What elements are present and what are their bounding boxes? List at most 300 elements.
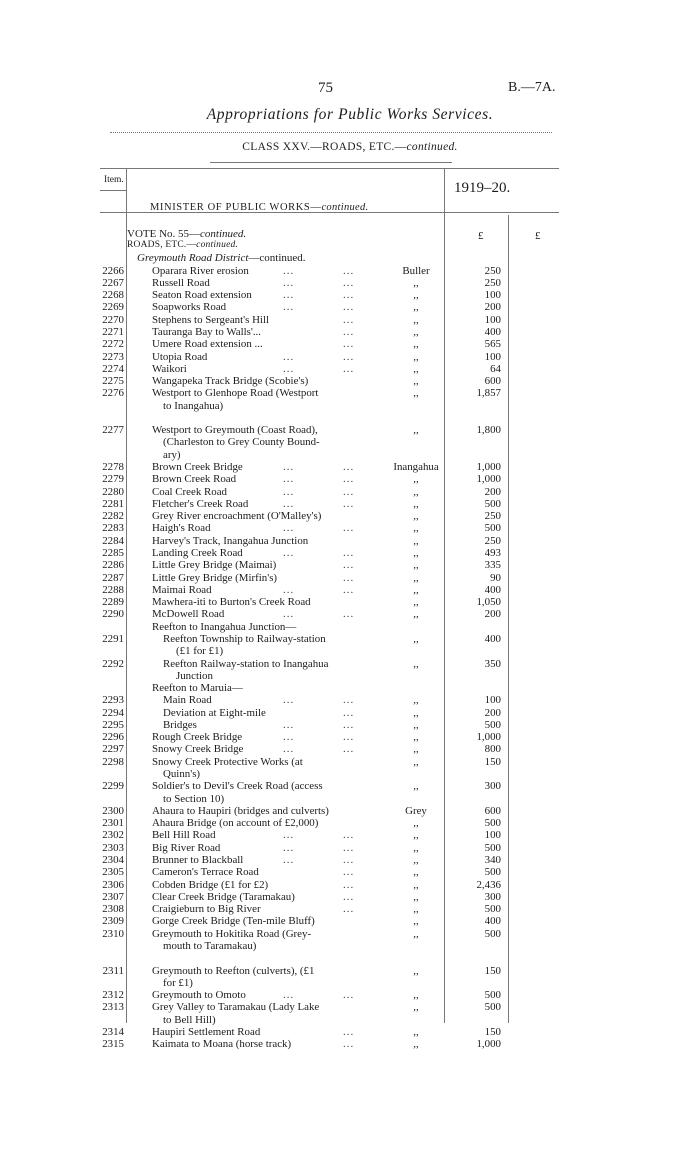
leader-dots: ...: [343, 878, 355, 891]
item-number: 2273: [102, 350, 124, 363]
leader-dots: ...: [283, 743, 295, 756]
amount-value: 500: [484, 989, 501, 1001]
amount-value: 64: [490, 362, 501, 375]
item-description: Tauranga Bay to Walls'...: [152, 325, 262, 338]
leader-dots: ...: [343, 546, 355, 559]
item-number: 2299: [102, 780, 124, 793]
item-description: McDowell Road: [152, 608, 225, 621]
item-number: 2279: [102, 473, 124, 486]
table-row: [0, 854, 700, 866]
item-description: Fletcher's Creek Road: [152, 497, 249, 510]
amount-value: 500: [484, 841, 501, 854]
leader-dots: ...: [343, 853, 355, 866]
item-description: Greymouth to Hokitika Road (Grey-: [152, 927, 312, 940]
leader-dots: ...: [283, 841, 295, 854]
leader-dots: ...: [283, 276, 295, 289]
leader-dots: ...: [343, 497, 355, 510]
leader-dots: ...: [343, 264, 355, 277]
table-row: [0, 400, 700, 412]
item-description: Reefton Township to Railway-station: [163, 632, 326, 645]
electoral-district: ,,: [413, 473, 419, 486]
item-description: Snowy Creek Bridge: [152, 743, 244, 756]
item-number: 2304: [102, 853, 124, 866]
table-row: [0, 486, 700, 498]
amount-value: 400: [484, 915, 501, 928]
amount-value: 200: [484, 485, 501, 498]
district-name: Greymouth Road District: [137, 252, 249, 264]
amount-value: 200: [484, 608, 501, 621]
leader-dots: ...: [283, 694, 295, 707]
amount-value: 500: [484, 927, 501, 940]
electoral-district: ,,: [413, 903, 419, 916]
currency-header-1: £: [478, 230, 484, 242]
table-row: [0, 633, 700, 645]
page-number: 75: [318, 80, 333, 96]
item-description: Big River Road: [152, 841, 221, 854]
item-description: Haupiri Settlement Road: [152, 1025, 261, 1038]
amount-value: 600: [484, 804, 501, 817]
table-row: [0, 265, 700, 277]
item-description: Coal Creek Road: [152, 485, 228, 498]
amount-value: 400: [484, 632, 501, 645]
item-description: Cameron's Terrace Road: [152, 866, 259, 879]
amount-value: 1,857: [476, 387, 501, 400]
item-number: 2307: [102, 890, 124, 903]
item-number: 2311: [102, 964, 124, 977]
item-description: Harvey's Track, Inangahua Junction: [152, 534, 309, 547]
electoral-district: ,,: [413, 497, 419, 510]
item-description: to Section 10): [163, 792, 225, 805]
amount-value: 300: [484, 780, 501, 793]
item-number: 2293: [102, 694, 124, 707]
item-number: 2302: [102, 829, 124, 842]
item-description: Waikori: [152, 362, 187, 375]
item-description: Junction: [176, 669, 213, 682]
leader-dots: ...: [343, 338, 355, 351]
vote-text: VOTE No. 55—: [127, 228, 201, 240]
electoral-district: ,,: [413, 522, 419, 535]
amount-value: 150: [484, 964, 501, 977]
vote-continued: continued.: [200, 228, 247, 240]
amount-value: 300: [484, 890, 501, 903]
item-number: 2298: [102, 755, 124, 768]
item-description: Clear Creek Bridge (Taramakau): [152, 890, 295, 903]
item-number: 2277: [102, 424, 124, 437]
leader-dots: ...: [343, 1038, 355, 1051]
table-top-rule: [100, 168, 559, 169]
table-row: [0, 645, 700, 657]
item-description: Wangapeka Track Bridge (Scobie's): [152, 375, 309, 387]
amount-value: 1,800: [476, 424, 501, 437]
roads-continued: continued.: [196, 240, 239, 250]
table-row: [0, 375, 700, 387]
table-row: [0, 547, 700, 559]
amount-value: 250: [484, 264, 501, 277]
table-row: [0, 572, 700, 584]
electoral-district: ,,: [413, 878, 419, 891]
item-description: Little Grey Bridge (Maimai): [152, 559, 277, 572]
table-row: [0, 1001, 700, 1013]
amount-value: 400: [484, 325, 501, 338]
subtitle-continued: continued.: [406, 141, 458, 153]
electoral-district: ,,: [413, 632, 419, 645]
amount-value: 1,000: [476, 461, 501, 473]
document-code: B.—7A.: [508, 80, 556, 95]
table-row: [0, 608, 700, 620]
item-description: Craigieburn to Big River: [152, 903, 261, 916]
electoral-district: ,,: [413, 289, 419, 302]
table-row: [0, 338, 700, 350]
leader-dots: ...: [343, 841, 355, 854]
table-row: [0, 903, 700, 915]
table-row: [0, 793, 700, 805]
amount-value: 100: [484, 313, 501, 326]
table-row: [0, 879, 700, 891]
electoral-district: ,,: [413, 964, 419, 977]
table-row: [0, 326, 700, 338]
electoral-district: ,,: [413, 338, 419, 351]
amount-value: 400: [484, 583, 501, 596]
leader-dots: ...: [343, 350, 355, 363]
item-description: Little Grey Bridge (Mirfin's): [152, 571, 278, 584]
leader-dots: ...: [343, 608, 355, 621]
leader-dots: ...: [343, 276, 355, 289]
electoral-district: ,,: [413, 694, 419, 707]
item-number: 2285: [102, 546, 124, 559]
leader-dots: ...: [343, 485, 355, 498]
table-row: [0, 891, 700, 903]
electoral-district: ,,: [413, 276, 419, 289]
roads-heading: [127, 240, 238, 250]
leader-dots: ...: [343, 461, 355, 473]
amount-value: 100: [484, 350, 501, 363]
item-description: Bridges: [163, 718, 197, 731]
table-row: [0, 756, 700, 768]
year-header: 1919–20.: [454, 180, 511, 196]
table-row: [0, 682, 700, 694]
amount-value: 150: [484, 755, 501, 768]
electoral-district: ,,: [413, 313, 419, 326]
amount-value: 500: [484, 497, 501, 510]
electoral-district: ,,: [413, 510, 419, 523]
item-description: Mawhera-iti to Burton's Creek Road: [152, 596, 311, 609]
table-row: [0, 277, 700, 289]
electoral-district: ,,: [413, 755, 419, 768]
table-row: [0, 866, 700, 878]
leader-dots: ...: [283, 731, 295, 744]
table-row: [0, 977, 700, 989]
item-number: 2292: [102, 657, 124, 670]
table-row: [0, 670, 700, 682]
item-description: (£1 for £1): [176, 645, 224, 658]
item-description: Brown Creek Road: [152, 473, 237, 486]
table-row: [0, 1026, 700, 1038]
item-description: Grey Valley to Taramakau (Lady Lake: [152, 1001, 320, 1014]
item-description: Grey River encroachment (O'Malley's): [152, 510, 322, 523]
amount-value: 1,000: [476, 473, 501, 486]
item-description: Snowy Creek Protective Works (at: [152, 755, 303, 768]
amount-value: 600: [484, 375, 501, 387]
amount-value: 1,050: [476, 596, 501, 609]
item-number: 2284: [102, 534, 124, 547]
subtitle-text: CLASS XXV.—ROADS, ETC.—: [242, 141, 407, 153]
table-row: [0, 510, 700, 522]
table-row: [0, 842, 700, 854]
table-row: [0, 780, 700, 792]
table-row: [0, 719, 700, 731]
item-description: Quinn's): [163, 768, 201, 780]
leader-dots: ...: [343, 718, 355, 731]
amount-value: 100: [484, 829, 501, 842]
leader-dots: ...: [283, 989, 295, 1001]
amount-value: 200: [484, 301, 501, 314]
table-row: [0, 928, 700, 940]
leader-dots: ...: [283, 461, 295, 473]
electoral-district: ,,: [413, 375, 419, 387]
amount-value: 200: [484, 706, 501, 719]
leader-dots: ...: [343, 473, 355, 486]
item-description: Gorge Creek Bridge (Ten-mile Bluff): [152, 915, 315, 928]
table-row: [0, 805, 700, 817]
amount-value: 500: [484, 522, 501, 535]
currency-header-2: £: [535, 230, 541, 242]
rule-top: [110, 132, 552, 133]
electoral-district: Inangahua: [393, 461, 439, 473]
item-description: Greymouth to Omoto: [152, 989, 246, 1001]
item-number: 2278: [102, 461, 124, 473]
electoral-district: ,,: [413, 362, 419, 375]
table-row: [0, 596, 700, 608]
amount-value: 800: [484, 743, 501, 756]
item-description: Reefton to Maruia—: [152, 682, 243, 694]
electoral-district: ,,: [413, 743, 419, 756]
item-description: Ahaura Bridge (on account of £2,000): [152, 817, 319, 830]
item-description: Landing Creek Road: [152, 546, 243, 559]
item-description: Haigh's Road: [152, 522, 211, 535]
item-number: 2289: [102, 596, 124, 609]
leader-dots: ...: [283, 718, 295, 731]
electoral-district: ,,: [413, 1025, 419, 1038]
item-number: 2310: [102, 927, 124, 940]
item-number: 2303: [102, 841, 124, 854]
table-row: [0, 743, 700, 755]
amount-value: 500: [484, 817, 501, 830]
roads-text: ROADS, ETC.—: [127, 240, 197, 250]
item-description: Main Road: [163, 694, 212, 707]
leader-dots: ...: [343, 866, 355, 879]
table-row: [0, 436, 700, 448]
amount-value: 150: [484, 1025, 501, 1038]
amount-value: 250: [484, 534, 501, 547]
rule-under-subtitle: [210, 162, 452, 163]
leader-dots: ...: [283, 362, 295, 375]
amount-value: 250: [484, 510, 501, 523]
leader-dots: ...: [343, 583, 355, 596]
table-row: [0, 584, 700, 596]
leader-dots: ...: [343, 829, 355, 842]
leader-dots: ...: [283, 853, 295, 866]
electoral-district: ,,: [413, 485, 419, 498]
item-description: Bell Hill Road: [152, 829, 216, 842]
item-number: 2297: [102, 743, 124, 756]
table-row: [0, 412, 700, 424]
leader-dots: ...: [343, 325, 355, 338]
minister-continued: continued.: [321, 202, 369, 213]
item-number: 2268: [102, 289, 124, 302]
item-column-header: Item.: [104, 175, 124, 185]
table-row: [0, 522, 700, 534]
electoral-district: ,,: [413, 780, 419, 793]
table-row: [0, 940, 700, 952]
item-number: 2283: [102, 522, 124, 535]
electoral-district: ,,: [413, 718, 419, 731]
electoral-district: ,,: [413, 546, 419, 559]
amount-value: 565: [484, 338, 501, 351]
item-description: Deviation at Eight-mile: [163, 706, 266, 719]
table-row: [0, 1038, 700, 1050]
item-number: 2306: [102, 878, 124, 891]
item-description: ary): [163, 448, 181, 461]
table-row: [0, 817, 700, 829]
item-number: 2301: [102, 817, 124, 830]
table-row: [0, 424, 700, 436]
item-header-rule: [100, 190, 126, 191]
electoral-district: ,,: [413, 657, 419, 670]
leader-dots: ...: [283, 350, 295, 363]
item-number: 2315: [102, 1038, 124, 1051]
amount-value: 2,436: [476, 878, 501, 891]
table-row: [0, 1014, 700, 1026]
amount-value: 500: [484, 866, 501, 879]
amount-value: 500: [484, 718, 501, 731]
vote-heading: [127, 228, 246, 240]
electoral-district: Grey: [405, 804, 427, 817]
electoral-district: ,,: [413, 350, 419, 363]
item-number: 2290: [102, 608, 124, 621]
electoral-district: ,,: [413, 424, 419, 437]
item-number: 2309: [102, 915, 124, 928]
item-description: Utopia Road: [152, 350, 208, 363]
table-row: [0, 351, 700, 363]
amount-value: 350: [484, 657, 501, 670]
minister-heading: [150, 202, 368, 213]
leader-dots: ...: [283, 608, 295, 621]
item-number: 2276: [102, 387, 124, 400]
item-number: 2288: [102, 583, 124, 596]
item-number: 2308: [102, 903, 124, 916]
leader-dots: ...: [283, 583, 295, 596]
electoral-district: ,,: [413, 817, 419, 830]
leader-dots: ...: [283, 485, 295, 498]
table-row: [0, 707, 700, 719]
item-number: 2281: [102, 497, 124, 510]
electoral-district: ,,: [413, 325, 419, 338]
item-number: 2266: [102, 264, 124, 277]
leader-dots: ...: [343, 522, 355, 535]
electoral-district: ,,: [413, 890, 419, 903]
item-description: Soapworks Road: [152, 301, 227, 314]
item-number: 2269: [102, 301, 124, 314]
district-continued: —continued.: [248, 252, 306, 264]
item-number: 2267: [102, 276, 124, 289]
amount-value: 90: [490, 571, 501, 584]
item-description: Kaimata to Moana (horse track): [152, 1038, 292, 1051]
leader-dots: ...: [283, 497, 295, 510]
district-heading: [137, 252, 306, 264]
item-number: 2296: [102, 731, 124, 744]
table-row: [0, 731, 700, 743]
table-row: [0, 473, 700, 485]
item-description: to Bell Hill): [163, 1013, 216, 1026]
item-number: 2291: [102, 632, 124, 645]
electoral-district: ,,: [413, 915, 419, 928]
electoral-district: ,,: [413, 1001, 419, 1014]
leader-dots: ...: [343, 890, 355, 903]
leader-dots: ...: [343, 903, 355, 916]
table-row: [0, 461, 700, 473]
leader-dots: ...: [343, 706, 355, 719]
item-number: 2294: [102, 706, 124, 719]
electoral-district: ,,: [413, 583, 419, 596]
leader-dots: ...: [343, 731, 355, 744]
amount-value: 500: [484, 903, 501, 916]
item-description: Westport to Glenhope Road (Westport: [152, 387, 319, 400]
table-row: [0, 289, 700, 301]
leader-dots: ...: [343, 989, 355, 1001]
electoral-district: ,,: [413, 829, 419, 842]
item-number: 2280: [102, 485, 124, 498]
item-description: Ahaura to Haupiri (bridges and culverts): [152, 804, 329, 817]
item-description: mouth to Taramakau): [163, 939, 257, 952]
electoral-district: ,,: [413, 596, 419, 609]
table-row: [0, 694, 700, 706]
item-number: 2282: [102, 510, 124, 523]
electoral-district: ,,: [413, 731, 419, 744]
table-row: [0, 363, 700, 375]
item-number: 2305: [102, 866, 124, 879]
amount-value: 250: [484, 276, 501, 289]
item-description: Cobden Bridge (£1 for £2): [152, 878, 269, 891]
item-number: 2286: [102, 559, 124, 572]
leader-dots: ...: [343, 694, 355, 707]
item-number: 2313: [102, 1001, 124, 1014]
electoral-district: Buller: [402, 264, 430, 277]
table-row: [0, 915, 700, 927]
item-number: 2272: [102, 338, 124, 351]
electoral-district: ,,: [413, 534, 419, 547]
item-number: 2287: [102, 571, 124, 584]
item-number: 2314: [102, 1025, 124, 1038]
item-number: 2274: [102, 362, 124, 375]
table-row: [0, 621, 700, 633]
amount-value: 500: [484, 1001, 501, 1014]
item-number: 2300: [102, 804, 124, 817]
item-description: Greymouth to Reefton (culverts), (£1: [152, 964, 315, 977]
table-row: [0, 498, 700, 510]
table-row: [0, 965, 700, 977]
electoral-district: ,,: [413, 706, 419, 719]
item-description: Oparara River erosion: [152, 264, 249, 277]
leader-dots: ...: [283, 289, 295, 302]
item-description: Umere Road extension ...: [152, 338, 263, 351]
electoral-district: ,,: [413, 853, 419, 866]
electoral-district: ,,: [413, 927, 419, 940]
item-description: Russell Road: [152, 276, 210, 289]
leader-dots: ...: [343, 743, 355, 756]
table-row: [0, 301, 700, 313]
amount-value: 1,000: [476, 1038, 501, 1051]
table-row: [0, 559, 700, 571]
